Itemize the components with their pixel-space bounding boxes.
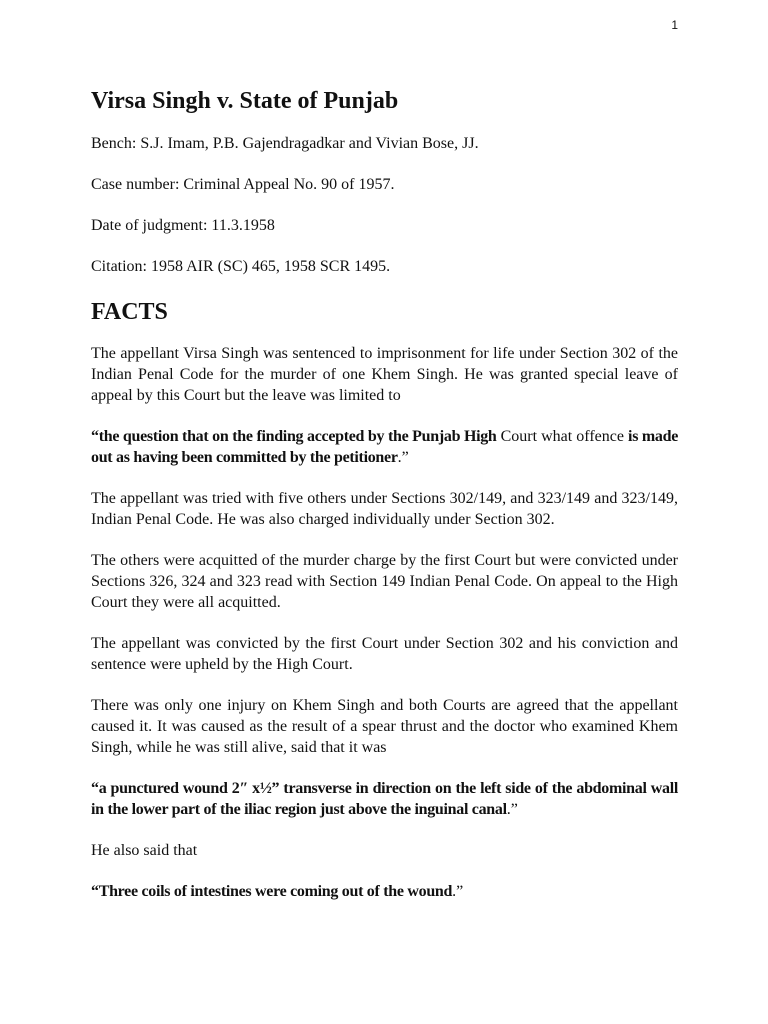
bench-line: Bench: S.J. Imam, P.B. Gajendragadkar and Vivian Bose, JJ. — [91, 135, 479, 152]
facts-paragraph-2: The appellant was tried with five others under Sections 302/149, and 323/149 and 323/149, Indian Penal Code. He was also charged individually under Section 302. — [91, 490, 678, 528]
facts-paragraph-1: The appellant Virsa Singh was sentenced to imprisonment for life under Section 302 of the Indian Penal Code for the murder of one Khem Singh. He was granted special leave of appeal by this Court but the leave was limited to — [91, 345, 678, 404]
quote-leave-end: .” — [397, 449, 409, 466]
quote-leave-normal: Court what offence — [496, 428, 629, 445]
facts-paragraph-3: The others were acquitted of the murder charge by the first Court but were convicted under Sections 326, 324 and 323 read with Section 149 Indian Penal Code. On appeal to the High Court they were all acquitted. — [91, 552, 678, 611]
judgment-date-line: Date of judgment: 11.3.1958 — [91, 217, 275, 234]
quote-wound-description — [91, 778, 678, 820]
document-body — [91, 86, 678, 922]
quote-wound-bold: “a punctured wound 2″ x½” transverse in direction on the left side of the abdominal wall in the lower part of the iliac region just above the inguinal canal — [91, 780, 678, 818]
case-number-line: Case number: Criminal Appeal No. 90 of 1957. — [91, 176, 395, 193]
page-number: 1 — [671, 18, 678, 32]
quote-intestines-bold: “Three coils of intestines were coming out of the wound — [91, 883, 453, 900]
case-title: Virsa Singh v. State of Punjab — [91, 88, 399, 114]
quote-wound-end: .” — [506, 801, 518, 818]
quote-leave-bold-2: is made out as having been committed by the petitioner — [91, 428, 679, 466]
facts-paragraph-4: The appellant was convicted by the first Court under Section 302 and his conviction and sentence were upheld by the High Court. — [91, 635, 678, 673]
facts-paragraph-5: There was only one injury on Khem Singh and both Courts are agreed that the appellant caused it. It was caused as the result of a spear thrust and the doctor who examined Khem Singh, while he was still alive, said that it was — [91, 697, 678, 756]
quote-intestines-end: .” — [452, 883, 464, 900]
facts-heading: FACTS — [91, 299, 168, 325]
quote-leave-bold-1: “the question that on the finding accepted by the Punjab High — [91, 428, 497, 445]
facts-paragraph-6: He also said that — [91, 842, 198, 859]
quote-leave-question — [91, 426, 678, 468]
citation-line: Citation: 1958 AIR (SC) 465, 1958 SCR 1495. — [91, 258, 391, 275]
quote-intestines — [91, 881, 678, 902]
